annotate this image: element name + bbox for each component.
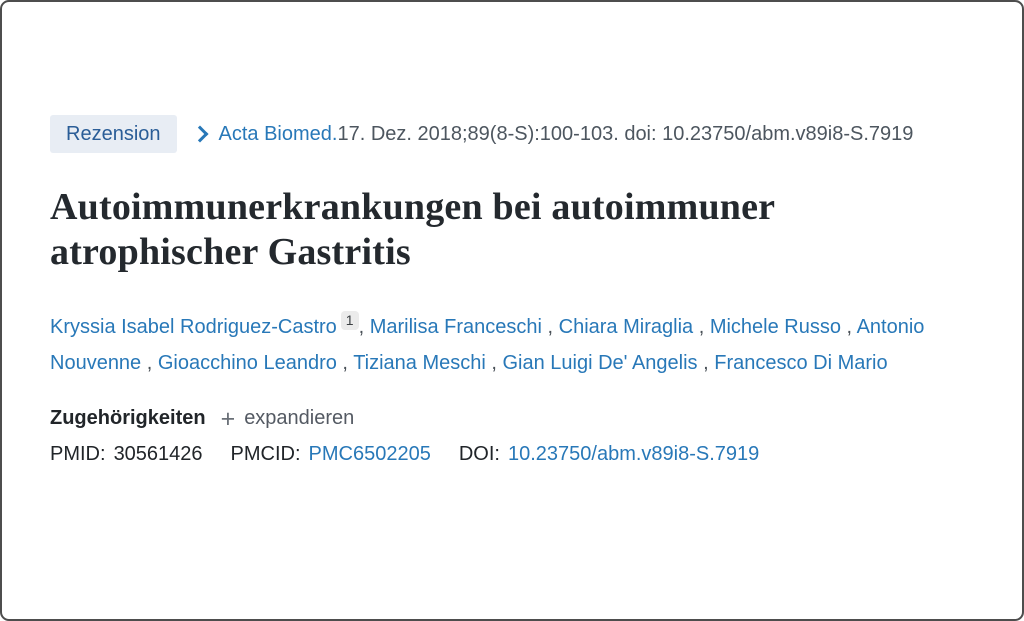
expand-affiliations-label: expandieren xyxy=(244,407,355,429)
author-link[interactable]: Kryssia Isabel Rodriguez-Castro xyxy=(50,316,337,338)
author-separator: , xyxy=(141,352,158,374)
journal-link[interactable]: Acta Biomed. xyxy=(218,122,338,145)
author-separator: , xyxy=(358,316,370,338)
pmcid-label: PMCID: xyxy=(230,443,301,465)
journal-citation xyxy=(194,123,914,146)
article-header xyxy=(2,2,1022,466)
author-link[interactable]: Francesco Di Mario xyxy=(714,352,888,374)
citation-text: 17. Dez. 2018;89(8-S):100-103. doi: 10.23750/abm.v89i8-S.7919 xyxy=(337,122,914,145)
author-affiliation-sup[interactable]: 1 xyxy=(341,311,359,330)
author-link[interactable]: Chiara Miraglia xyxy=(558,316,694,338)
pmcid-item xyxy=(231,443,431,466)
pmid-value: 30561426 xyxy=(113,443,203,465)
article-title: Autoimmunerkrankungen bei autoimmuner atrophischer Gastritis xyxy=(50,186,775,273)
pmcid-link[interactable]: PMC6502205 xyxy=(308,443,431,465)
doi-link[interactable]: 10.23750/abm.v89i8-S.7919 xyxy=(507,443,760,465)
doi-label: DOI: xyxy=(458,443,500,465)
author-link[interactable]: Marilisa Franceschi xyxy=(369,316,542,338)
author-link[interactable]: Gian Luigi De' Angelis xyxy=(502,352,698,374)
identifiers-row xyxy=(50,443,1022,466)
doi-item xyxy=(459,443,759,466)
affiliations-label: Zugehörigkeiten xyxy=(50,407,206,429)
author-separator: , xyxy=(697,352,715,374)
author-separator: , xyxy=(840,316,857,338)
chevron-right-icon xyxy=(191,126,208,143)
author-link[interactable]: Gioacchino Leandro xyxy=(157,352,337,374)
expand-affiliations-button[interactable] xyxy=(220,404,355,433)
author-separator: , xyxy=(485,352,503,374)
author-separator: , xyxy=(693,316,710,338)
plus-icon: + xyxy=(220,404,236,433)
authors-list xyxy=(50,309,985,381)
publication-type-badge: Rezension xyxy=(50,115,177,153)
meta-row xyxy=(50,115,976,153)
author-link[interactable]: Antonio Nouvenne xyxy=(50,316,925,374)
author-separator: , xyxy=(336,352,354,374)
author-link[interactable]: Michele Russo xyxy=(709,316,841,338)
author-separator: , xyxy=(541,316,559,338)
affiliations-row xyxy=(50,404,1022,433)
pmid-item xyxy=(50,443,203,466)
pmid-label: PMID: xyxy=(50,443,106,465)
author-link[interactable]: Tiziana Meschi xyxy=(353,352,486,374)
